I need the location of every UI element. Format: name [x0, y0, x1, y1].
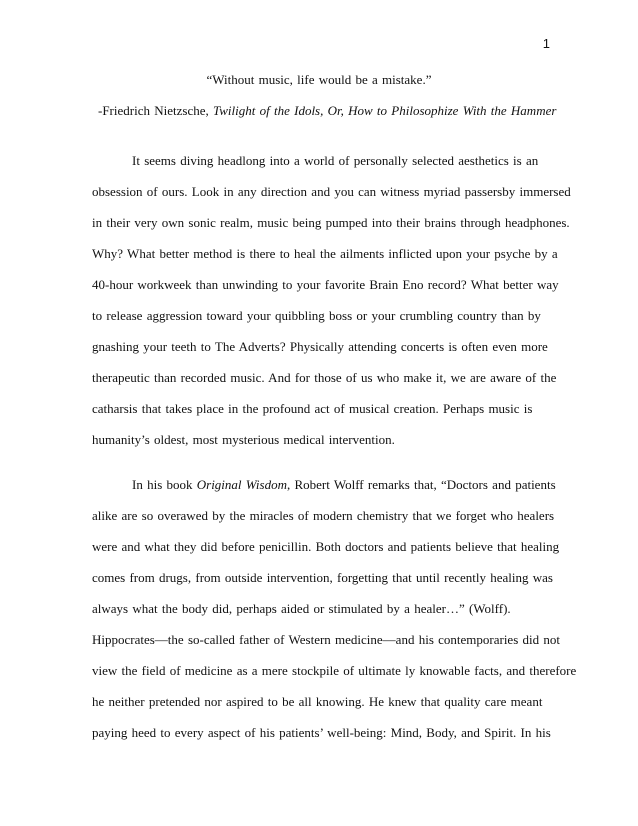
epigraph-attribution — [98, 103, 556, 119]
paragraph-line: were and what they did before penicillin. Both doctors and patients believe that healing — [92, 539, 560, 554]
paragraph-line: humanity’s oldest, most mysterious medical intervention. — [92, 432, 395, 447]
paragraph-line: view the field of medicine as a mere stockpile of ultimate ly knowable facts, and therefore — [92, 663, 577, 678]
paragraph-line: Why? What better method is there to heal the ailments inflicted upon your psyche by a — [92, 246, 558, 261]
paragraph-line: he neither pretended nor aspired to be all knowing. He knew that quality care meant — [92, 694, 543, 709]
paragraph-line: to release aggression toward your quibbling boss or your crumbling country than by — [92, 308, 541, 323]
attribution-author: -Friedrich Nietzsche, — [98, 103, 209, 118]
paragraph-line: in their very own sonic realm, music being pumped into their brains through headphones. — [92, 215, 570, 230]
paragraph-line: obsession of ours. Look in any direction and you can witness myriad passersby immersed — [92, 184, 571, 199]
paragraph-line: catharsis that takes place in the profound act of musical creation. Perhaps music is — [92, 401, 533, 416]
paragraph-line: therapeutic than recorded music. And for those of us who make it, we are aware of the — [92, 370, 557, 385]
paragraph-line: paying heed to every aspect of his patients’ well-being: Mind, Body, and Spirit. In his — [92, 725, 551, 740]
paragraph-line: gnashing your teeth to The Adverts? Physically attending concerts is often even more — [92, 339, 548, 354]
paragraph-first-line — [132, 476, 556, 494]
paragraph-line: 40-hour workweek than unwinding to your favorite Brain Eno record? What better way — [92, 277, 559, 292]
page-number: 1 — [542, 36, 550, 51]
paragraph-line: comes from drugs, from outside intervention, forgetting that until recently healing was — [92, 570, 553, 585]
line-text: , Robert Wolff remarks that, “Doctors and patients — [286, 477, 556, 492]
epigraph-quote: “Without music, life would be a mistake.” — [206, 72, 432, 87]
line-text: In his book — [132, 477, 197, 492]
attribution-book-title: Twilight of the Idols, Or, How to Philosophize With the Hammer — [212, 103, 557, 118]
book-title: Original Wisdom — [196, 477, 287, 492]
paragraph-line: alike are so overawed by the miracles of modern chemistry that we forget who healers — [92, 508, 555, 523]
paragraph-line: It seems diving headlong into a world of personally selected aesthetics is an — [132, 153, 539, 168]
paragraph-line: Hippocrates—the so-called father of Western medicine—and his contemporaries did not — [92, 632, 560, 647]
paragraph-line: always what the body did, perhaps aided or stimulated by a healer…” (Wolff). — [92, 601, 511, 616]
